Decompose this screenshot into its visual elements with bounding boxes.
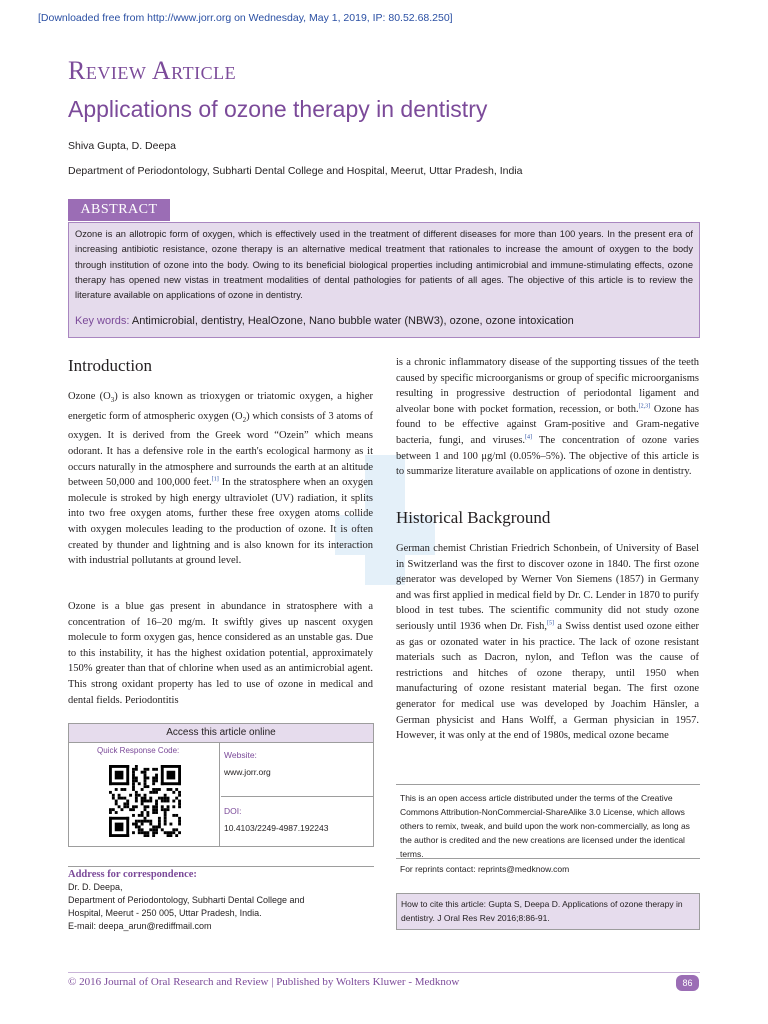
correspondence-line: Dr. D. Deepa,	[68, 882, 123, 892]
article-type: Review Article	[68, 56, 237, 85]
abstract-box	[68, 222, 700, 338]
citation-link[interactable]: [5]	[547, 620, 555, 627]
correspondence-line: Department of Periodontology, Subharti Dental College and	[68, 895, 305, 905]
website-cell	[221, 743, 374, 797]
website-label: Website:	[224, 750, 257, 760]
article-title: Applications of ozone therapy in dentistry	[68, 96, 488, 122]
intro-paragraph-2: Ozone is a blue gas present in abundance in stratosphere with a concentration of 16–20 mg/m. It swiftly gives up nascent oxygen molecule to form oxygen gas, hence considered as an unstable gas. Due to this instability, it has the highest oxidation potential, approximately 150% greater than that of chlorine when used as an antimicrobial agent. This strong oxidant property has led to use of ozone in medical and dental fields. Periodontitis	[68, 601, 373, 706]
page-number-badge: 86	[676, 975, 699, 991]
citation-link[interactable]: [1]	[211, 476, 219, 483]
access-header: Access this article online	[69, 724, 373, 743]
qr-label: Quick Response Code:	[97, 746, 180, 755]
intro-heading: Introduction	[68, 356, 153, 375]
cite-box: How to cite this article: Gupta S, Deepa D. Applications of ozone therapy in dentistry. J Oral Res Rev 2016;8:86-91.	[396, 893, 700, 930]
download-info: [Downloaded free from http://www.jorr.org on Wednesday, May 1, 2019, IP: 80.52.68.250]	[38, 12, 453, 24]
historical-paragraph: German chemist Christian Friedrich Schonbein, of University of Basel in Switzerland was the first to discover ozone in 1840. The first ozone generator was developed by Werner Von Siemens (1857) in Germany and was first applied in medical field by Dr. C. Lender in 1870 to purify blood in test tubes. The scientific community did not study ozone seriously until 1936 when Dr. Fish,[5] a Swiss dentist used ozone either as gas or ozonated water in his practice. The lack of ozone resistant materials such as Dacron, nylon, and Teflon was the cause of restrictions and hitches of ozone therapy, until 1950 when manufacturing of ozone resistant material began. The first ozone generator for medical use was developed by Joachim Hänsler, a German physicist and Hans Wolff, a German physician in 1957. However, it was only at the end of 1980s, medical ozone became	[396, 543, 699, 742]
doi-link[interactable]: 10.4103/2249-4987.192243	[224, 823, 329, 833]
intro-paragraph-1: Ozone $(O_3)$ is also known as trioxygen or triatomic oxygen, a higher energetic form of atmospheric oxygen $(O_2)$ which consists of 3 atoms of oxygen. It is derived from the Greek word “Ozein” which means odorant. It has a defensive role in the earth's ecological harmony as it occurs naturally in the atmosphere and surrounds the earth at an altitude between 50,000 and 100,000 feet.[1] In the stratosphere when an oxygen molecule is stroked by high energy ultraviolet (UV) radiation, it splits into two free oxygen atoms, further these free oxygen atoms collide with oxygen molecules leading to the production of ozone. It is often created by thunder and lightning and is also known for its interaction with industrial pollutants at ground level.	[68, 391, 374, 567]
abstract-label: ABSTRACT	[68, 199, 170, 221]
historical-heading: Historical Background	[396, 508, 551, 527]
correspondence-heading: Address for correspondence:	[68, 869, 197, 880]
divider	[68, 866, 374, 867]
keywords-list: Antimicrobial, dentistry, HealOzone, Nano bubble water (NBW3), ozone, ozone intoxication	[131, 315, 574, 327]
doi-label: DOI:	[224, 806, 242, 816]
abstract-text: Ozone is an allotropic form of oxygen, which is effectively used in the treatment of different diseases for more than 100 years. In the present era of increasing antibiotic resistance, ozone therapy is an alternative medical treatment that rationales to increase the amount of oxygen to the body through institution of ozone into the body. Owing to its beneficial biological properties including antimicrobial and immune-stimulating effects, ozone therapy has opened new vistas in treatment modalities of dental pathologies for patients of all ages. The objective of this article is to review the literature available on applications of ozone in dentistry.	[75, 229, 693, 301]
keywords	[75, 315, 574, 327]
footer-text: © 2016 Journal of Oral Research and Review | Published by Wolters Kluwer - Medknow	[68, 976, 460, 988]
qr-code-icon[interactable]	[109, 765, 181, 837]
access-online-box	[68, 723, 374, 847]
qr-cell	[69, 743, 220, 847]
license-text: This is an open access article distributed under the terms of the Creative Commons Attribution-NonCommercial-ShareAlike 3.0 License, which allows others to remix, tweak, and build upon the work non-commercially, as long as the author is credited and the new creations are licensed under the identical terms.	[400, 793, 690, 859]
keywords-label: Key words:	[75, 315, 130, 327]
authors: Shiva Gupta, D. Deepa	[68, 140, 176, 152]
correspondence-email[interactable]: E-mail: deepa_arun@rediffmail.com	[68, 921, 212, 931]
website-link[interactable]: www.jorr.org	[224, 767, 271, 777]
intro-paragraph-3: is a chronic inflammatory disease of the supporting tissues of the teeth caused by specific microorganisms or group of specific microorganisms resulting in progressive destruction of periodontal ligament and alveolar bone with pocket formation, recession, or both.[2,3] Ozone has found to be effective against Gram-positive and Gram-negative bacteria, fungi, and viruses.[4] The concentration of ozone varies between 1 and 100 μg/ml (0.05%–5%). The objective of this article is to summarize literature available on applications of ozone in dentistry.	[396, 357, 700, 478]
reprints-contact[interactable]: For reprints contact: reprints@medknow.com	[400, 864, 570, 874]
citation-link[interactable]: [4]	[525, 434, 533, 441]
correspondence-line: Hospital, Meerut - 250 005, Uttar Pradesh, India.	[68, 908, 262, 918]
license-box	[396, 784, 700, 859]
citation-link[interactable]: [2,3]	[638, 403, 651, 410]
affiliation: Department of Periodontology, Subharti Dental College and Hospital, Meerut, Uttar Pradesh, India	[68, 165, 523, 177]
doi-cell	[221, 798, 374, 847]
footer-divider	[68, 972, 700, 973]
